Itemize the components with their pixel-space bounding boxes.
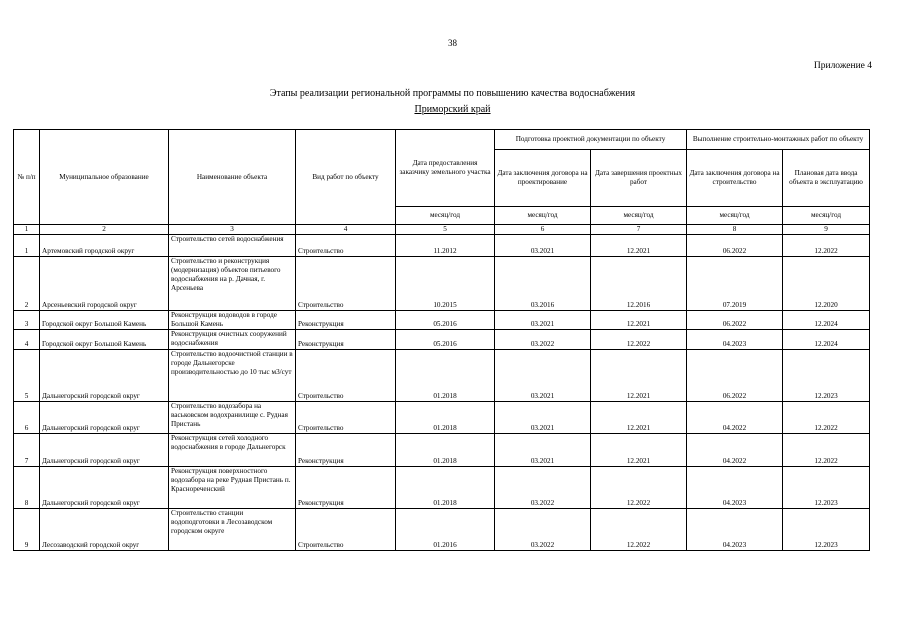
cell-design-end: 12.2022 (591, 467, 687, 509)
cell-work-type: Строительство (296, 235, 396, 257)
cell-municipality: Городской округ Большой Камень (40, 311, 169, 330)
cell-object: Строительство сетей водоснабжения (169, 235, 296, 257)
column-number: 3 (169, 225, 296, 235)
cell-design-contract: 03.2022 (495, 509, 591, 551)
cell-commissioning: 12.2022 (783, 434, 870, 467)
cell-build-contract: 07.2019 (687, 257, 783, 311)
region-name: Приморский край (414, 104, 491, 115)
table-row (14, 467, 870, 509)
cell-municipality: Дальнегорский городской округ (40, 434, 169, 467)
cell-design-contract: 03.2021 (495, 350, 591, 402)
cell-land-date: 05.2016 (396, 330, 495, 350)
table-row (14, 434, 870, 467)
column-number: 7 (591, 225, 687, 235)
cell-work-type: Строительство (296, 402, 396, 434)
header-construction-group: Выполнение строительно-монтажных работ по объекту (687, 130, 870, 150)
cell-build-contract: 04.2022 (687, 402, 783, 434)
appendix-label: Приложение 4 (813, 61, 872, 71)
header-design-group: Подготовка проектной документации по объекту (495, 130, 687, 150)
cell-num: 9 (14, 509, 40, 551)
cell-commissioning: 12.2023 (783, 467, 870, 509)
cell-land-date: 01.2018 (396, 467, 495, 509)
cell-num: 3 (14, 311, 40, 330)
cell-build-contract: 06.2022 (687, 235, 783, 257)
cell-build-contract: 04.2023 (687, 330, 783, 350)
header-design-end: Дата завершения проектных работ (591, 150, 687, 207)
cell-design-end: 12.2021 (591, 311, 687, 330)
cell-design-contract: 03.2021 (495, 311, 591, 330)
header-design-contract: Дата заключения договора на проектирование (495, 150, 591, 207)
stages-table (13, 129, 870, 551)
cell-design-end: 12.2022 (591, 330, 687, 350)
cell-num: 1 (14, 235, 40, 257)
header-build-contract: Дата заключения договора на строительство (687, 150, 783, 207)
header-land-date: Дата предоставления заказчику земельного участка (396, 130, 495, 207)
table-row (14, 509, 870, 551)
cell-object: Строительство водоочистной станции в городе Дальнегорске производительностью до 10 тыс м3/сут (169, 350, 296, 402)
cell-work-type: Реконструкция (296, 467, 396, 509)
table-row (14, 235, 870, 257)
cell-commissioning: 12.2023 (783, 350, 870, 402)
cell-municipality: Дальнегорский городской округ (40, 350, 169, 402)
cell-build-contract: 04.2022 (687, 434, 783, 467)
cell-design-end: 12.2021 (591, 402, 687, 434)
cell-object: Реконструкция поверхностного водозабора на реке Рудная Пристань п. Краснореченский (169, 467, 296, 509)
cell-land-date: 01.2018 (396, 350, 495, 402)
cell-design-end: 12.2021 (591, 350, 687, 402)
header-municipality: Муниципальное образование (40, 130, 169, 225)
cell-land-date: 05.2016 (396, 311, 495, 330)
column-number: 2 (40, 225, 169, 235)
cell-num: 5 (14, 350, 40, 402)
cell-commissioning: 12.2024 (783, 330, 870, 350)
cell-land-date: 10.2015 (396, 257, 495, 311)
cell-commissioning: 12.2020 (783, 257, 870, 311)
cell-object: Реконструкция очистных сооружений водоснабжения (169, 330, 296, 350)
page-number: 38 (448, 38, 457, 48)
column-number: 6 (495, 225, 591, 235)
cell-build-contract: 06.2022 (687, 311, 783, 330)
cell-object: Реконструкция водоводов в городе Большой Камень (169, 311, 296, 330)
cell-land-date: 01.2018 (396, 402, 495, 434)
column-number: 5 (396, 225, 495, 235)
cell-work-type: Строительство (296, 350, 396, 402)
cell-build-contract: 06.2022 (687, 350, 783, 402)
cell-commissioning: 12.2024 (783, 311, 870, 330)
unit-land: месяц/год (396, 207, 495, 225)
header-work-type: Вид работ по объекту (296, 130, 396, 225)
cell-municipality: Лесозаводский городской округ (40, 509, 169, 551)
table-row (14, 311, 870, 330)
column-number: 8 (687, 225, 783, 235)
cell-design-end: 12.2021 (591, 235, 687, 257)
cell-object: Реконструкция сетей холодного водоснабжения в городе Дальнегорск (169, 434, 296, 467)
table-row (14, 350, 870, 402)
cell-num: 8 (14, 467, 40, 509)
cell-build-contract: 04.2023 (687, 509, 783, 551)
cell-land-date: 11.2012 (396, 235, 495, 257)
cell-municipality: Артемовский городской округ (40, 235, 169, 257)
cell-design-end: 12.2016 (591, 257, 687, 311)
cell-design-contract: 03.2016 (495, 257, 591, 311)
table-row (14, 257, 870, 311)
cell-design-contract: 03.2022 (495, 330, 591, 350)
cell-commissioning: 12.2022 (783, 402, 870, 434)
cell-work-type: Реконструкция (296, 311, 396, 330)
cell-num: 4 (14, 330, 40, 350)
cell-num: 6 (14, 402, 40, 434)
header-object: Наименование объекта (169, 130, 296, 225)
cell-design-contract: 03.2021 (495, 235, 591, 257)
cell-num: 2 (14, 257, 40, 311)
cell-object: Строительство водозабора на васьковском водохранилище с. Рудная Пристань (169, 402, 296, 434)
cell-design-end: 12.2022 (591, 509, 687, 551)
cell-work-type: Реконструкция (296, 330, 396, 350)
cell-build-contract: 04.2023 (687, 467, 783, 509)
cell-design-end: 12.2021 (591, 434, 687, 467)
document-title: Этапы реализации региональной программы по повышению качества водоснабжения (269, 88, 636, 99)
cell-object: Строительство станции водоподготовки в Лесозаводском городском округе (169, 509, 296, 551)
cell-object: Строительство и реконструкция (модернизация) объектов питьевого водоснабжения на р. Дачная, г. Арсеньева (169, 257, 296, 311)
column-number: 4 (296, 225, 396, 235)
cell-design-contract: 03.2021 (495, 402, 591, 434)
cell-work-type: Строительство (296, 509, 396, 551)
cell-municipality: Дальнегорский городской округ (40, 467, 169, 509)
column-number: 1 (14, 225, 40, 235)
unit-commissioning: месяц/год (783, 207, 870, 225)
header-commissioning: Плановая дата ввода объекта в эксплуатацию (783, 150, 870, 207)
cell-land-date: 01.2016 (396, 509, 495, 551)
table-row (14, 330, 870, 350)
cell-municipality: Дальнегорский городской округ (40, 402, 169, 434)
cell-num: 7 (14, 434, 40, 467)
cell-municipality: Арсеньевский городской округ (40, 257, 169, 311)
cell-commissioning: 12.2022 (783, 235, 870, 257)
cell-commissioning: 12.2023 (783, 509, 870, 551)
region-heading (0, 104, 905, 115)
cell-municipality: Городской округ Большой Камень (40, 330, 169, 350)
cell-work-type: Реконструкция (296, 434, 396, 467)
unit-design-end: месяц/год (591, 207, 687, 225)
column-number: 9 (783, 225, 870, 235)
cell-work-type: Строительство (296, 257, 396, 311)
cell-land-date: 01.2018 (396, 434, 495, 467)
header-num: № п/п (14, 130, 40, 225)
cell-design-contract: 03.2021 (495, 434, 591, 467)
unit-build-contract: месяц/год (687, 207, 783, 225)
unit-design-contract: месяц/год (495, 207, 591, 225)
table-row (14, 402, 870, 434)
cell-design-contract: 03.2022 (495, 467, 591, 509)
